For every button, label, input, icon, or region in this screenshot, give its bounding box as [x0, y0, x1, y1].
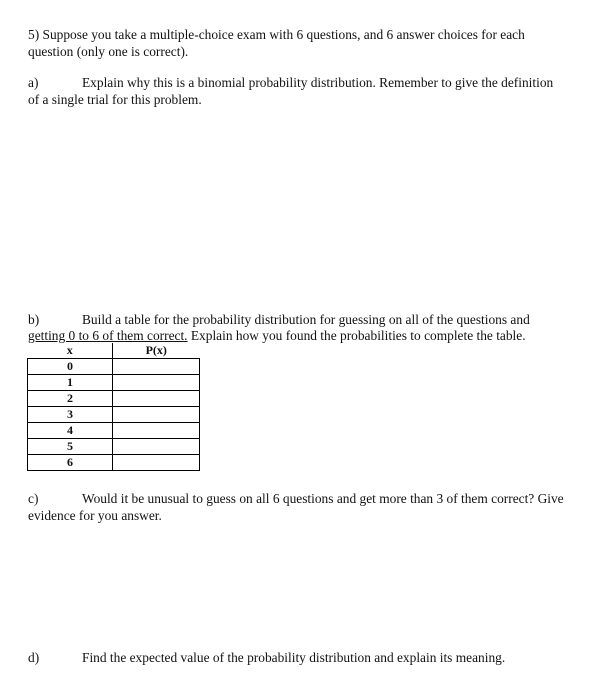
table-cell-x: 2 [28, 391, 113, 407]
table-row [28, 407, 200, 423]
table-cell-x: 1 [28, 375, 113, 391]
table-cell-x: 0 [28, 359, 113, 375]
part-a-label: a) [28, 75, 39, 90]
table-header-x: x [28, 343, 113, 359]
table-cell-px[interactable] [113, 391, 200, 407]
table-cell-px[interactable] [113, 423, 200, 439]
table-row [28, 455, 200, 471]
question-5-line-1: 5) Suppose you take a multiple-choice exam with 6 questions, and 6 answer choices for each [28, 27, 525, 42]
table-row [28, 359, 200, 375]
table-header-row [28, 343, 200, 359]
question-5-line-2: question (only one is correct). [28, 44, 189, 59]
table-cell-x: 3 [28, 407, 113, 423]
table-cell-px[interactable] [113, 439, 200, 455]
part-c-line-2: evidence for you answer. [28, 508, 162, 523]
part-d-label: d) [28, 650, 40, 665]
table-cell-px[interactable] [113, 455, 200, 471]
table-cell-x: 6 [28, 455, 113, 471]
table-cell-px[interactable] [113, 375, 200, 391]
part-d-text-1: Find the expected value of the probability distribution and explain its meaning. [82, 650, 506, 665]
table-row [28, 439, 200, 455]
probability-table [27, 343, 200, 471]
part-b-line-2 [28, 327, 526, 344]
table-cell-px[interactable] [113, 407, 200, 423]
part-c-line-1 [28, 490, 564, 507]
table-row [28, 391, 200, 407]
part-a-line-2: of a single trial for this problem. [28, 92, 202, 107]
part-b-text-2: Explain how you found the probabilities to complete the table. [187, 328, 526, 343]
part-c-label: c) [28, 491, 39, 506]
part-b-label: b) [28, 312, 40, 327]
table-cell-x: 4 [28, 423, 113, 439]
part-a-text-1: Explain why this is a binomial probability distribution. Remember to give the definition [82, 75, 554, 90]
part-d-line-1 [28, 649, 505, 666]
part-b-underlined-text: getting 0 to 6 of them correct. [28, 328, 188, 343]
part-b-line-1 [28, 311, 530, 328]
part-c-text-1: Would it be unusual to guess on all 6 questions and get more than 3 of them correct? Give [82, 491, 564, 506]
table-row [28, 423, 200, 439]
part-a-line-1 [28, 74, 553, 91]
table-row [28, 375, 200, 391]
table-cell-px[interactable] [113, 359, 200, 375]
table-header-px: P(x) [113, 343, 200, 359]
table-cell-x: 5 [28, 439, 113, 455]
part-b-text-1: Build a table for the probability distribution for guessing on all of the questions and [82, 312, 530, 327]
